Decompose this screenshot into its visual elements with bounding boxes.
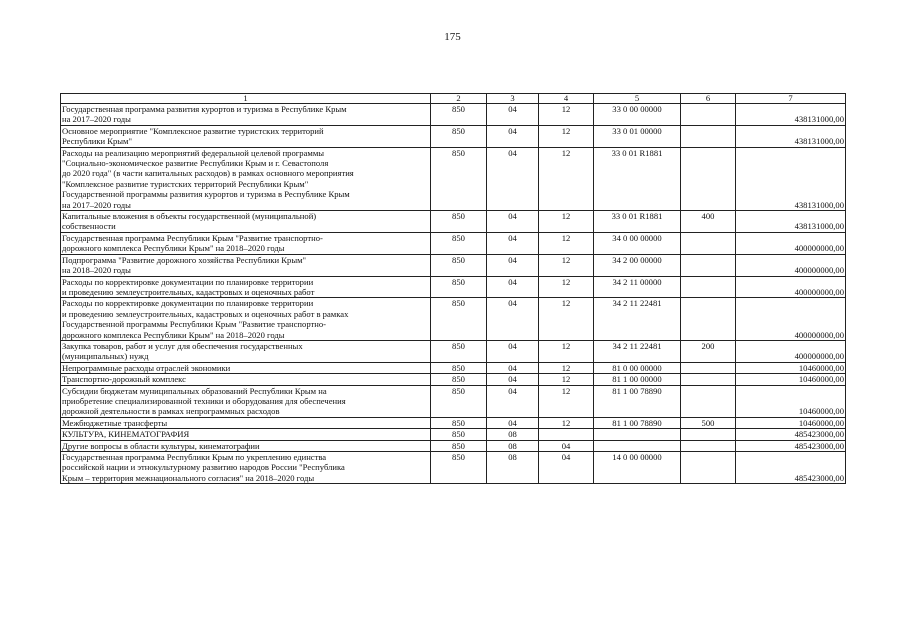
- header-cell: 1: [61, 94, 431, 104]
- chapter-code-cell: 850: [431, 211, 487, 233]
- amount-cell: 10460000,00: [736, 374, 846, 385]
- row-name-cell: Субсидии бюджетам муниципальных образований Республики Крым на приобретение специализированной техники и оборудования для обеспечения дорожной деятельности в рамках непрограммных расходов: [61, 385, 431, 417]
- table-row: [61, 429, 846, 440]
- chapter-code-cell: 850: [431, 452, 487, 484]
- row-name-cell: Транспортно-дорожный комплекс: [61, 374, 431, 385]
- table-row: [61, 340, 846, 362]
- expense-type-cell: [681, 385, 736, 417]
- chapter-code-cell: 850: [431, 276, 487, 298]
- amount-cell: 485423000,00: [736, 429, 846, 440]
- expense-type-cell: [681, 429, 736, 440]
- target-article-cell: 33 0 00 00000: [594, 104, 681, 126]
- amount-cell: 438131000,00: [736, 211, 846, 233]
- subsection-code-cell: [539, 429, 594, 440]
- subsection-code-cell: 04: [539, 452, 594, 484]
- subsection-code-cell: 12: [539, 417, 594, 428]
- table-row: [61, 440, 846, 451]
- table-row: [61, 298, 846, 341]
- row-name-cell: Закупка товаров, работ и услуг для обеспечения государственных (муниципальных) нужд: [61, 340, 431, 362]
- target-article-cell: 34 0 00 00000: [594, 232, 681, 254]
- target-article-cell: [594, 429, 681, 440]
- table-row: [61, 417, 846, 428]
- header-cell: 4: [539, 94, 594, 104]
- target-article-cell: 33 0 01 R1881: [594, 211, 681, 233]
- section-code-cell: 08: [487, 429, 539, 440]
- section-code-cell: 04: [487, 147, 539, 210]
- target-article-cell: 34 2 00 00000: [594, 254, 681, 276]
- header-cell: 6: [681, 94, 736, 104]
- subsection-code-cell: 04: [539, 440, 594, 451]
- chapter-code-cell: 850: [431, 254, 487, 276]
- section-code-cell: 04: [487, 374, 539, 385]
- chapter-code-cell: 850: [431, 298, 487, 341]
- subsection-code-cell: 12: [539, 385, 594, 417]
- row-name-cell: Расходы по корректировке документации по планировке территории и проведению землеустроительных, кадастровых и оценочных работ: [61, 276, 431, 298]
- table-row: [61, 254, 846, 276]
- amount-cell: 485423000,00: [736, 440, 846, 451]
- expense-type-cell: [681, 452, 736, 484]
- section-code-cell: 04: [487, 340, 539, 362]
- subsection-code-cell: 12: [539, 125, 594, 147]
- row-name-cell: Основное мероприятие "Комплексное развитие туристских территорий Республики Крым": [61, 125, 431, 147]
- chapter-code-cell: 850: [431, 417, 487, 428]
- expense-type-cell: 500: [681, 417, 736, 428]
- chapter-code-cell: 850: [431, 147, 487, 210]
- expense-type-cell: [681, 125, 736, 147]
- table-row: [61, 362, 846, 373]
- section-code-cell: 04: [487, 385, 539, 417]
- subsection-code-cell: 12: [539, 374, 594, 385]
- table-row: [61, 452, 846, 484]
- subsection-code-cell: 12: [539, 147, 594, 210]
- header-cell: 2: [431, 94, 487, 104]
- amount-cell: 10460000,00: [736, 417, 846, 428]
- row-name-cell: Государственная программа развития курортов и туризма в Республике Крым на 2017–2020 годы: [61, 104, 431, 126]
- table-row: [61, 276, 846, 298]
- page-number: 175: [444, 31, 461, 43]
- row-name-cell: Другие вопросы в области культуры, кинематографии: [61, 440, 431, 451]
- chapter-code-cell: 850: [431, 385, 487, 417]
- expense-type-cell: [681, 104, 736, 126]
- budget-table: [60, 93, 846, 484]
- row-name-cell: Подпрограмма "Развитие дорожного хозяйства Республики Крым" на 2018–2020 годы: [61, 254, 431, 276]
- section-code-cell: 04: [487, 232, 539, 254]
- section-code-cell: 04: [487, 362, 539, 373]
- table-row: [61, 147, 846, 210]
- subsection-code-cell: 12: [539, 104, 594, 126]
- section-code-cell: 04: [487, 276, 539, 298]
- row-name-cell: Расходы по корректировке документации по планировке территории и проведению землеустроительных, кадастровых и оценочных работ в рамках Государственной программы Республики Крым "Развитие транспортно- дорожного комплекса Республики Крым" на 2018–2020 годы: [61, 298, 431, 341]
- section-code-cell: 04: [487, 104, 539, 126]
- target-article-cell: 81 1 00 00000: [594, 374, 681, 385]
- section-code-cell: 04: [487, 125, 539, 147]
- section-code-cell: 04: [487, 298, 539, 341]
- section-code-cell: 08: [487, 452, 539, 484]
- table-row: [61, 374, 846, 385]
- table-row: [61, 125, 846, 147]
- header-cell: 7: [736, 94, 846, 104]
- expense-type-cell: [681, 298, 736, 341]
- row-name-cell: Капитальные вложения в объекты государственной (муниципальной) собственности: [61, 211, 431, 233]
- target-article-cell: 34 2 11 22481: [594, 340, 681, 362]
- target-article-cell: 81 1 00 78890: [594, 385, 681, 417]
- subsection-code-cell: 12: [539, 298, 594, 341]
- amount-cell: 438131000,00: [736, 104, 846, 126]
- chapter-code-cell: 850: [431, 104, 487, 126]
- section-code-cell: 04: [487, 254, 539, 276]
- amount-cell: 400000000,00: [736, 232, 846, 254]
- table-row: [61, 104, 846, 126]
- section-code-cell: 04: [487, 211, 539, 233]
- amount-cell: 485423000,00: [736, 452, 846, 484]
- table-row: [61, 385, 846, 417]
- table-header-row: [61, 94, 846, 104]
- amount-cell: 400000000,00: [736, 340, 846, 362]
- subsection-code-cell: 12: [539, 211, 594, 233]
- subsection-code-cell: 12: [539, 362, 594, 373]
- expense-type-cell: 400: [681, 211, 736, 233]
- chapter-code-cell: 850: [431, 374, 487, 385]
- target-article-cell: 34 2 11 22481: [594, 298, 681, 341]
- chapter-code-cell: 850: [431, 429, 487, 440]
- table-row: [61, 211, 846, 233]
- target-article-cell: 14 0 00 00000: [594, 452, 681, 484]
- row-name-cell: КУЛЬТУРА, КИНЕМАТОГРАФИЯ: [61, 429, 431, 440]
- amount-cell: 438131000,00: [736, 125, 846, 147]
- table-row: [61, 232, 846, 254]
- subsection-code-cell: 12: [539, 232, 594, 254]
- expense-type-cell: [681, 232, 736, 254]
- amount-cell: 10460000,00: [736, 362, 846, 373]
- chapter-code-cell: 850: [431, 125, 487, 147]
- row-name-cell: Государственная программа Республики Крым "Развитие транспортно- дорожного комплекса Республики Крым" на 2018–2020 годы: [61, 232, 431, 254]
- section-code-cell: 04: [487, 417, 539, 428]
- chapter-code-cell: 850: [431, 340, 487, 362]
- subsection-code-cell: 12: [539, 254, 594, 276]
- expense-type-cell: [681, 362, 736, 373]
- target-article-cell: 81 1 00 78890: [594, 417, 681, 428]
- amount-cell: 400000000,00: [736, 298, 846, 341]
- row-name-cell: Расходы на реализацию мероприятий федеральной целевой программы "Социально-экономическое развитие Республики Крым и г. Севастополя до 2020 года" (в части капитальных расходов) в рамках основного мероприятия "Комплексное развитие туристских территорий Республики Крым" Государственной программы развития курортов и туризма в Республике Крым на 2017–2020 годы: [61, 147, 431, 210]
- chapter-code-cell: 850: [431, 232, 487, 254]
- expense-type-cell: [681, 147, 736, 210]
- row-name-cell: Непрограммные расходы отраслей экономики: [61, 362, 431, 373]
- target-article-cell: 33 0 01 R1881: [594, 147, 681, 210]
- header-cell: 5: [594, 94, 681, 104]
- subsection-code-cell: 12: [539, 276, 594, 298]
- target-article-cell: 81 0 00 00000: [594, 362, 681, 373]
- header-cell: 3: [487, 94, 539, 104]
- amount-cell: 400000000,00: [736, 276, 846, 298]
- section-code-cell: 08: [487, 440, 539, 451]
- expense-type-cell: [681, 440, 736, 451]
- chapter-code-cell: 850: [431, 362, 487, 373]
- amount-cell: 10460000,00: [736, 385, 846, 417]
- target-article-cell: [594, 440, 681, 451]
- expense-type-cell: [681, 254, 736, 276]
- expense-type-cell: [681, 374, 736, 385]
- expense-type-cell: 200: [681, 340, 736, 362]
- subsection-code-cell: 12: [539, 340, 594, 362]
- target-article-cell: 34 2 11 00000: [594, 276, 681, 298]
- chapter-code-cell: 850: [431, 440, 487, 451]
- expense-type-cell: [681, 276, 736, 298]
- target-article-cell: 33 0 01 00000: [594, 125, 681, 147]
- row-name-cell: Межбюджетные трансферты: [61, 417, 431, 428]
- amount-cell: 438131000,00: [736, 147, 846, 210]
- amount-cell: 400000000,00: [736, 254, 846, 276]
- row-name-cell: Государственная программа Республики Крым по укреплению единства российской нации и этнокультурному развитию народов России "Республика Крым – территория межнационального согласия" на 2018–2020 годы: [61, 452, 431, 484]
